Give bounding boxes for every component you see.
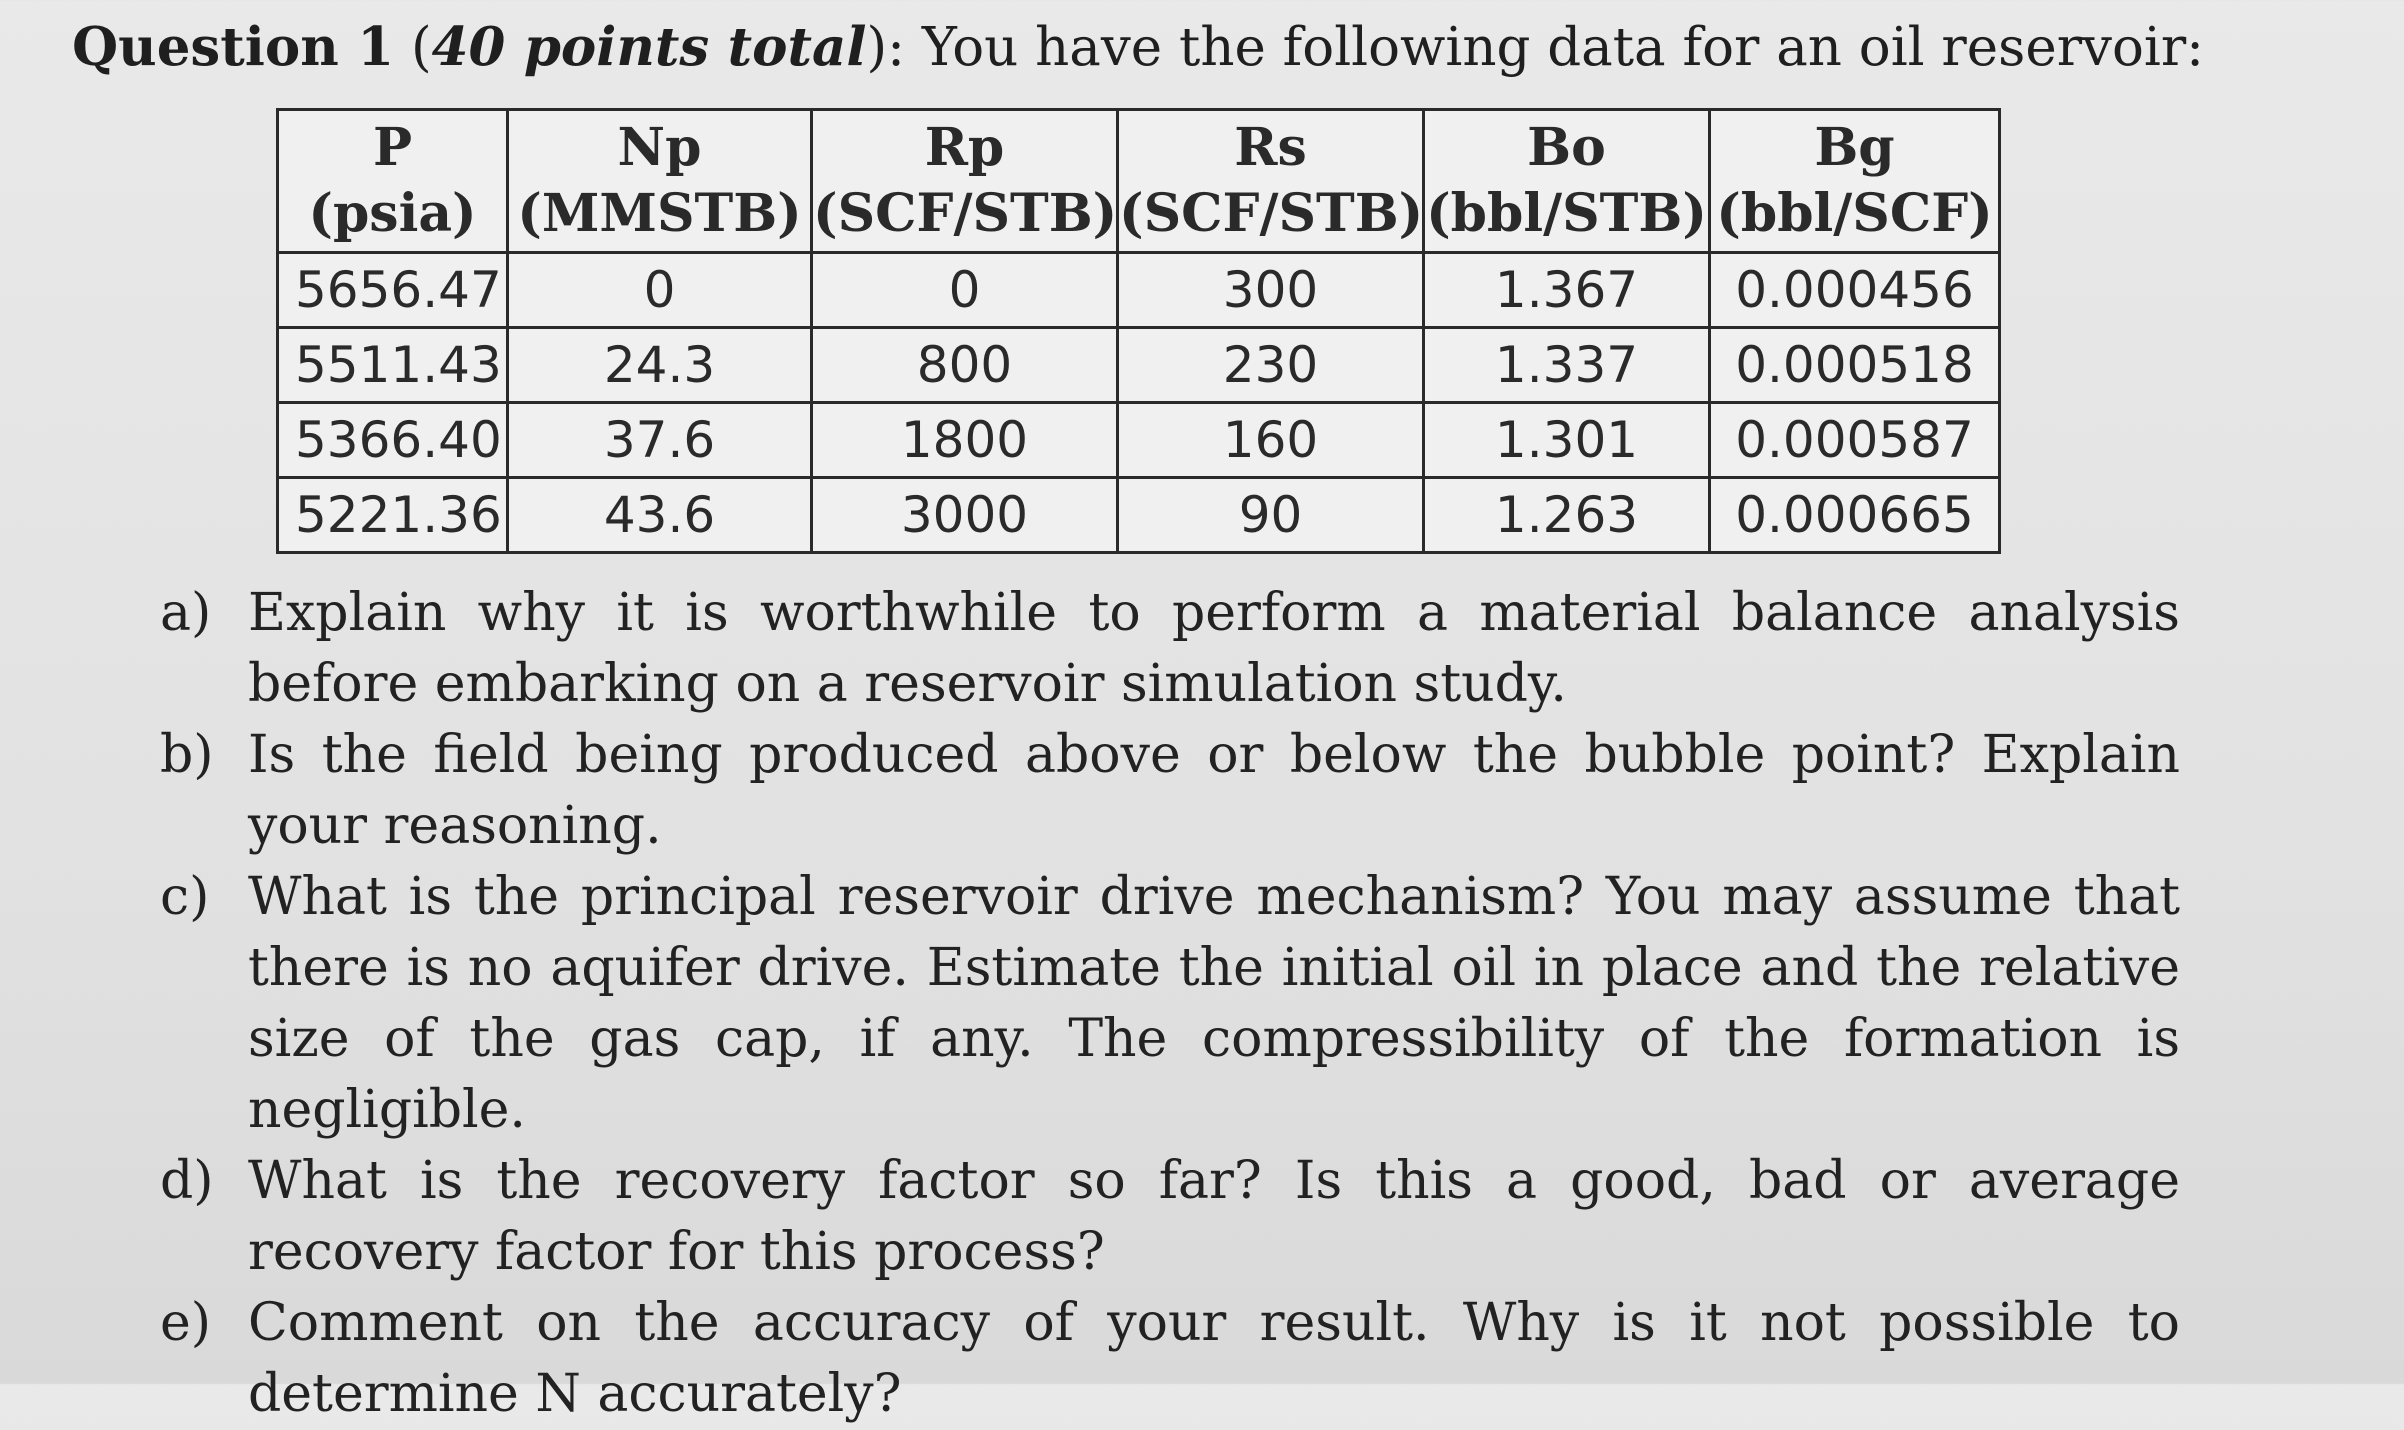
part-text: Comment on the accuracy of your result. Why is it not possible to determine N accurately? bbox=[248, 1293, 2180, 1424]
table-cell: 0.000587 bbox=[1710, 403, 2000, 478]
question-part-e bbox=[160, 1288, 2180, 1430]
table-cell: 230 bbox=[1118, 328, 1424, 403]
table-cell: 5656.47 bbox=[278, 253, 508, 328]
part-marker: a) bbox=[160, 583, 212, 643]
table-cell: 1800 bbox=[812, 403, 1118, 478]
table-cell: 0.000665 bbox=[1710, 478, 2000, 553]
question-prompt: : You have the following data for an oil reservoir: bbox=[887, 17, 2205, 78]
table-cell: 1.367 bbox=[1424, 253, 1710, 328]
question-part-d bbox=[160, 1146, 2180, 1288]
part-marker: e) bbox=[160, 1293, 212, 1353]
question-part-c bbox=[160, 862, 2180, 1146]
table-row bbox=[278, 328, 2000, 403]
table-cell: 5366.40 bbox=[278, 403, 508, 478]
table-cell: 5511.43 bbox=[278, 328, 508, 403]
table-cell: 300 bbox=[1118, 253, 1424, 328]
header-rp: Rp (SCF/STB) bbox=[812, 110, 1118, 253]
table-row bbox=[278, 253, 2000, 328]
question-parts-list bbox=[160, 578, 2180, 1430]
reservoir-data-table bbox=[276, 108, 2001, 554]
table-cell: 1.301 bbox=[1424, 403, 1710, 478]
table-cell: 1.337 bbox=[1424, 328, 1710, 403]
table-row bbox=[278, 403, 2000, 478]
table-cell: 160 bbox=[1118, 403, 1424, 478]
header-bo: Bo (bbl/STB) bbox=[1424, 110, 1710, 253]
question-title: Question 1 (40 points total): You have the following data for an oil reservoir: bbox=[72, 16, 2205, 78]
header-p: P (psia) bbox=[278, 110, 508, 253]
part-marker: c) bbox=[160, 867, 210, 927]
question-label: Question 1 bbox=[72, 16, 395, 78]
table-cell: 0 bbox=[812, 253, 1118, 328]
part-text: What is the recovery factor so far? Is this a good, bad or average recovery factor for this process? bbox=[248, 1151, 2180, 1282]
table-cell: 43.6 bbox=[508, 478, 812, 553]
table-cell: 90 bbox=[1118, 478, 1424, 553]
part-marker: d) bbox=[160, 1151, 214, 1211]
question-part-b bbox=[160, 720, 2180, 862]
header-rs: Rs (SCF/STB) bbox=[1118, 110, 1424, 253]
table-cell: 37.6 bbox=[508, 403, 812, 478]
part-text: What is the principal reservoir drive mechanism? You may assume that there is no aquifer drive. Estimate the initial oil in place and the relative size of the gas cap, if any. The compressibility of the formation is negligible. bbox=[248, 867, 2180, 1140]
table-cell: 800 bbox=[812, 328, 1118, 403]
part-text: Explain why it is worthwhile to perform a material balance analysis before embarking on a reservoir simulation study. bbox=[248, 583, 2180, 714]
table-cell: 3000 bbox=[812, 478, 1118, 553]
question-points: 40 points total bbox=[431, 16, 867, 78]
header-np: Np (MMSTB) bbox=[508, 110, 812, 253]
table-cell: 1.263 bbox=[1424, 478, 1710, 553]
table-cell: 0.000456 bbox=[1710, 253, 2000, 328]
table-row bbox=[278, 478, 2000, 553]
part-text: Is the field being produced above or below the bubble point? Explain your reasoning. bbox=[248, 725, 2180, 856]
table-cell: 0.000518 bbox=[1710, 328, 2000, 403]
table-header-row bbox=[278, 110, 2000, 253]
reservoir-data-table-wrap bbox=[276, 108, 1998, 554]
header-bg: Bg (bbl/SCF) bbox=[1710, 110, 2000, 253]
table-cell: 5221.36 bbox=[278, 478, 508, 553]
table-cell: 24.3 bbox=[508, 328, 812, 403]
table-cell: 0 bbox=[508, 253, 812, 328]
part-marker: b) bbox=[160, 725, 214, 785]
question-part-a bbox=[160, 578, 2180, 720]
